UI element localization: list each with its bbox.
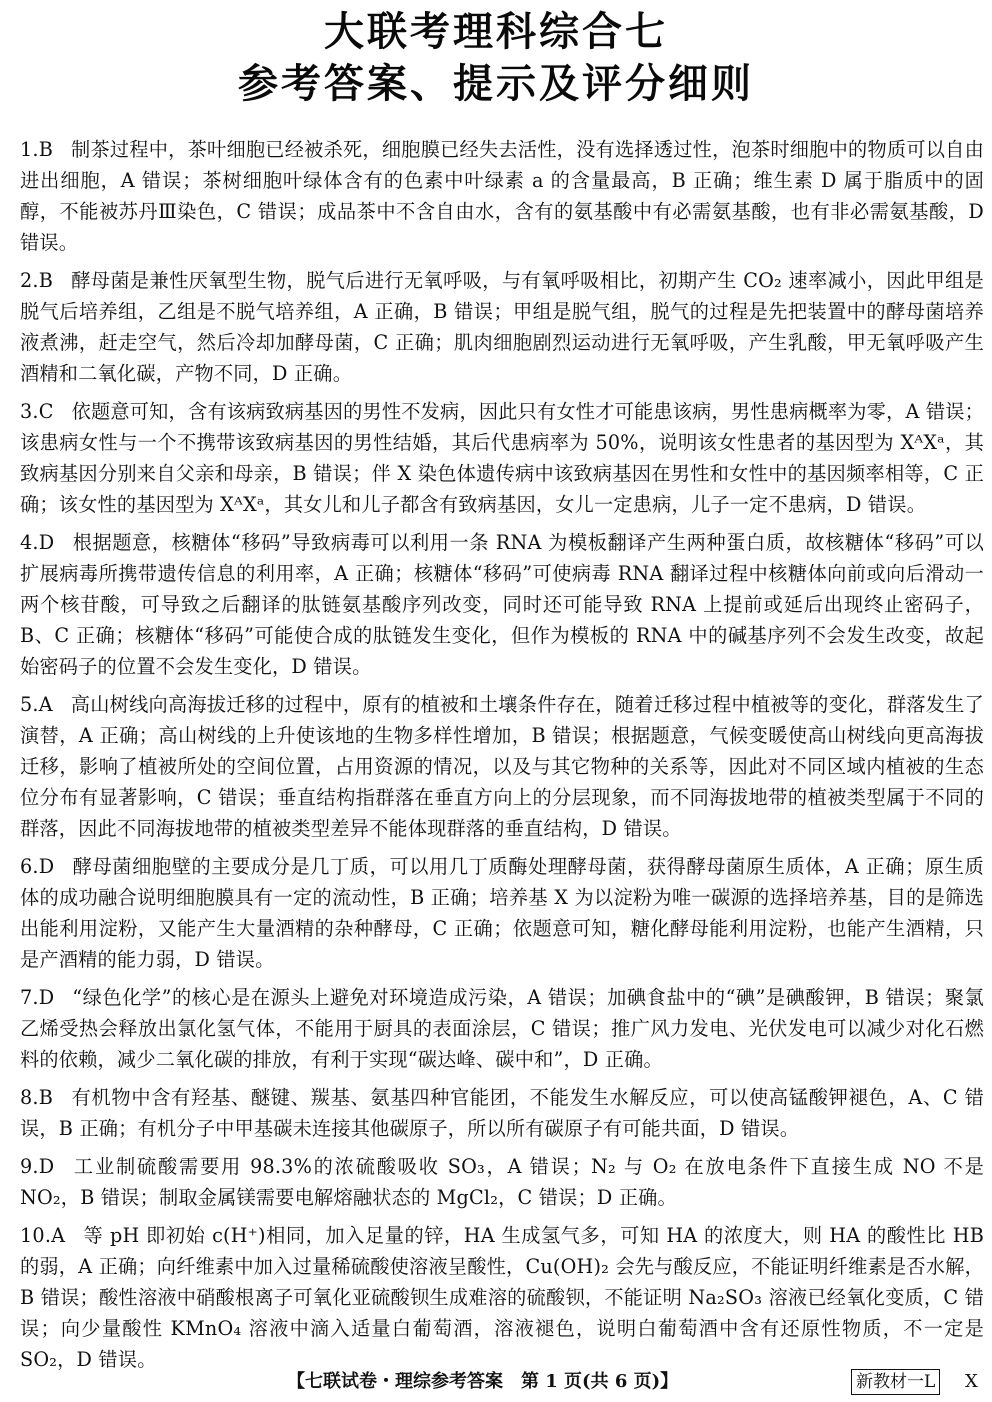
footer-mark: X bbox=[965, 1371, 978, 1392]
answer-list bbox=[0, 134, 992, 1382]
answer-number: 10.A bbox=[20, 1224, 66, 1247]
answer-item-10 bbox=[20, 1220, 984, 1375]
answer-text: 酵母菌细胞壁的主要成分是几丁质，可以用几丁质酶处理酵母菌，获得酵母菌原生质体，A 正确；原生质体的成功融合说明细胞膜具有一定的流动性，B 正确；培养基 X 为以淀粉为唯一碳源的选择培养基，目的是筛选出能利用淀粉，又能产生大量酒精的杂种酵母，C 正确；依题意可知，糖化酵母能利用淀粉，也能产生酒精，只是产酒精的能力弱，D 错误。 bbox=[20, 855, 984, 971]
answer-number: 2.B bbox=[20, 269, 54, 292]
answer-text: 依题意可知，含有该病致病基因的男性不发病，因此只有女性才可能患该病，男性患病概率为零，A 错误；该患病女性与一个不携带该致病基因的男性结婚，其后代患病率为 50%，说明该女性患者的基因型为 XᴬXᵃ，其致病基因分别来自父亲和母亲，B 错误；伴 X 染色体遗传病中该致病基因在男性和女性中的基因频率相等，C 正确；该女性的基因型为 XᴬXᵃ，其女儿和儿子都含有致病基因，女儿一定患病，儿子一定不患病，D 错误。 bbox=[20, 400, 984, 516]
answer-text: 根据题意，核糖体“移码”导致病毒可以利用一条 RNA 为模板翻译产生两种蛋白质，故核糖体“移码”可以扩展病毒所携带遗传信息的利用率，A 正确；核糖体“移码”可使病毒 RNA 翻译过程中核糖体向前或向后滑动一两个核苷酸，可导致之后翻译的肽链氨基酸序列改变，同时还可能导致 RNA 上提前或延后出现终止密码子，B、C 正确；核糖体“移码”可能使合成的肽链发生变化，但作为模板的 RNA 中的碱基序列不会发生改变，故起始密码子的位置不会发生变化，D 错误。 bbox=[20, 531, 984, 678]
answer-number: 9.D bbox=[20, 1155, 55, 1178]
answer-number: 4.D bbox=[20, 531, 55, 554]
answer-number: 7.D bbox=[20, 986, 55, 1009]
answer-item-3 bbox=[20, 396, 984, 520]
answer-text: 高山树线向高海拔迁移的过程中，原有的植被和土壤条件存在，随着迁移过程中植被等的变化，群落发生了演替，A 正确；高山树线的上升使该地的生物多样性增加，B 错误；根据题意，气候变暖使高山树线向更高海拔迁移，影响了植被所处的空间位置，占用资源的情况，以及与其它物种的关系等，因此对不同区域内植被的生态位分布有显著影响，C 错误；垂直结构指群落在垂直方向上的分层现象，而不同海拔地带的植被类型属于不同的群落，因此不同海拔地带的植被类型差异不能体现群落的垂直结构，D 错误。 bbox=[20, 693, 984, 840]
answer-number: 8.B bbox=[20, 1086, 54, 1109]
answer-item-2 bbox=[20, 265, 984, 389]
answer-text: 工业制硫酸需要用 98.3%的浓硫酸吸收 SO₃，A 错误；N₂ 与 O₂ 在放电条件下直接生成 NO 不是 NO₂，B 错误；制取金属镁需要电解熔融状态的 MgCl₂，C 错误；D 正确。 bbox=[20, 1155, 984, 1209]
answer-item-8 bbox=[20, 1082, 984, 1144]
answer-number: 5.A bbox=[20, 693, 53, 716]
answer-item-4 bbox=[20, 527, 984, 682]
answer-item-7 bbox=[20, 982, 984, 1075]
answer-text: 等 pH 即初始 c(H⁺)相同，加入足量的锌，HA 生成氢气多，可知 HA 的浓度大，则 HA 的酸性比 HB 的弱，A 正确；向纤维素中加入过量稀硫酸使溶液呈酸性，Cu(OH)₂ 会先与酸反应，不能证明纤维素是否水解，B 错误；酸性溶液中硝酸根离子可氧化亚硫酸钡生成难溶的硫酸钡，不能证明 Na₂SO₃ 溶液已经氧化变质，C 错误；向少量酸性 KMnO₄ 溶液中滴入适量白葡萄酒，溶液褪色，说明白葡萄酒中含有还原性物质，不一定是 SO₂，D 错误。 bbox=[20, 1224, 984, 1371]
edition-badge: 新教材一L bbox=[851, 1369, 940, 1395]
answer-number: 6.D bbox=[20, 855, 55, 878]
answer-item-5 bbox=[20, 689, 984, 844]
answer-text: 酵母菌是兼性厌氧型生物，脱气后进行无氧呼吸，与有氧呼吸相比，初期产生 CO₂ 速率减小，因此甲组是脱气后培养组，乙组是不脱气培养组，A 正确，B 错误；甲组是脱气组，脱气的过程是先把装置中的酵母菌培养液煮沸，赶走空气，然后冷却加酵母菌，C 正确；肌肉细胞剧烈运动进行无氧呼吸，产生乳酸，甲无氧呼吸产生酒精和二氧化碳，产物不同，D 正确。 bbox=[20, 269, 984, 385]
footer-page-info: 【七联试卷・理综参考答案 第 1 页(共 6 页)】 bbox=[287, 1371, 679, 1392]
page-subtitle: 参考答案、提示及评分细则 bbox=[238, 60, 754, 107]
page-footer bbox=[0, 1368, 992, 1398]
answer-item-9 bbox=[20, 1151, 984, 1213]
answer-text: 制茶过程中，茶叶细胞已经被杀死，细胞膜已经失去活性，没有选择透过性，泡茶时细胞中的物质可以自由进出细胞，A 错误；茶树细胞叶绿体含有的色素中叶绿素 a 的含量最高，B 正确；维生素 D 属于脂质中的固醇，不能被苏丹Ⅲ染色，C 错误；成品茶中不含自由水，含有的氨基酸中有必需氨基酸，也有非必需氨基酸，D 错误。 bbox=[20, 138, 984, 254]
answer-item-6 bbox=[20, 851, 984, 975]
answer-text: “绿色化学”的核心是在源头上避免对环境造成污染，A 错误；加碘食盐中的“碘”是碘酸钾，B 错误；聚氯乙烯受热会释放出氯化氢气体，不能用于厨具的表面涂层，C 错误；推广风力发电、光伏发电可以减少对化石燃料的依赖，减少二氧化碳的排放，有利于实现“碳达峰、碳中和”，D 正确。 bbox=[20, 986, 984, 1071]
answer-number: 3.C bbox=[20, 400, 54, 423]
answer-item-1 bbox=[20, 134, 984, 258]
answer-number: 1.B bbox=[20, 138, 54, 161]
page-title: 大联考理科综合七 bbox=[324, 8, 668, 55]
answer-text: 有机物中含有羟基、醚键、羰基、氨基四种官能团，不能发生水解反应，可以使高锰酸钾褪色，A、C 错误，B 正确；有机分子中甲基碳未连接其他碳原子，所以所有碳原子有可能共面，D 错误。 bbox=[20, 1086, 984, 1140]
